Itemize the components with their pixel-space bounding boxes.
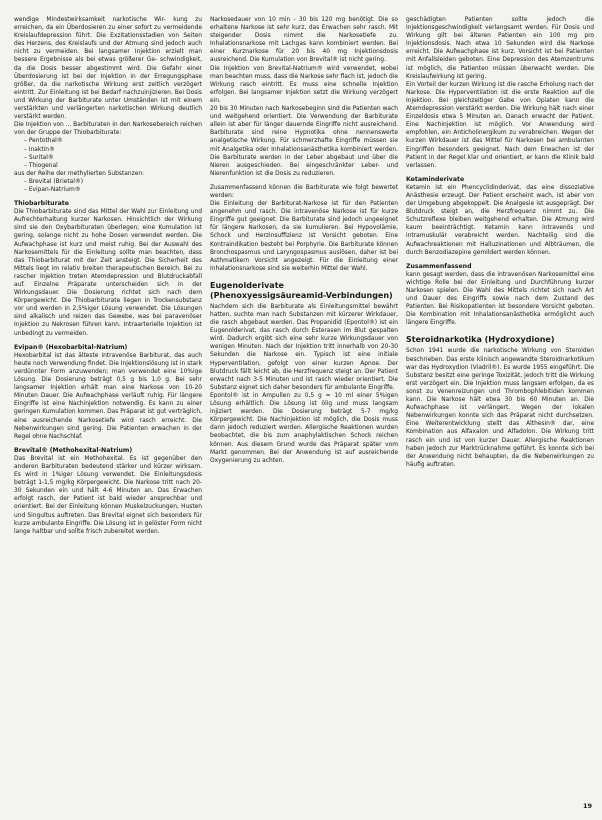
- section-heading: Brevital® (Methohexital-Natrium): [14, 446, 133, 454]
- section-heading: Eugenolderivate (Phenoxyessigsäureamid-Verbindungen): [210, 280, 393, 300]
- paragraph: 20 bis 30 Minuten nach Narkosebeginn sind die Patienten wach und weitgehend orientiert. Die Verwendung der Barbiturate allein ist aber für länger dauernde Eingriffe nicht ausreichend. Barbiturate sind reine Hypnotika ohne nennenswerte analgetische Wirkung. Für schmerzhafte Eingriffe müssen sie mit Analgetika oder Inhalationsanästhetika kombiniert werden. Die Barbiturate werden in der Leber abgebaut und über die Nieren ausgeschieden. Bei eingeschränkter Leber- und Nierenfunktion ist die Dosis zu reduzieren.: [210, 106, 398, 177]
- section-heading: Steroidnarkotika (Hydroxydione): [406, 335, 555, 345]
- paragraph: Die Injektion von Brevital-Natrium® wird verwendet, wobei man beachten muss, dass die Narkose sehr flach ist, jedoch die Wirkung rasch eintritt. Es muss eine schnelle Injektion erfolgen. Bei langsamer Injektion setzt die Wirkung verzögert ein.: [210, 65, 398, 104]
- paragraph: Ketamin ist ein Phencyclidinderivat, das eine dissoziative Anästhesie erzeugt. Der Patient erscheint wach, ist aber von der Umgebung abgekoppelt. Die Analgesie ist ausgeprägt. Der Blutdruck steigt an, die Herzfrequenz nimmt zu. Die Schutzreflexe bleiben weitgehend erhalten. Die Atmung wird kaum beeinträchtigt. Ketamin kann intravenös und intramuskulär verabreicht werden. Nachteilig sind die Aufwachreaktionen mit Halluzinationen und Albträumen, die durch Benzodiazepine gemildert werden können.: [406, 184, 594, 256]
- paragraph: Hexobarbital ist das älteste intravenöse Barbiturat, das auch heute noch Verwendung findet. Die Injektionslösung ist in stark verdünnter Form anzuwenden; man verwendet eine 10%ige Lösung. Die Dosierung beträgt 0,5 g bis 1,0 g. Bei sehr langsamer Injektion erhält man eine Narkose von 10-20 Minuten Dauer. Die Aufwachphase verläuft ruhig. Für längere Eingriffe ist eine Nachinjektion notwendig. Es kann zu einer geringen Kumulation kommen. Das Präparat ist gut verträglich, eine ausreichende Narkosetiefe wird rasch erreicht. Die Nebenwirkungen sind gering. Die Patienten erwachen in der Regel ohne Nachschlaf.: [14, 352, 202, 440]
- list-thiobarbiturates: [24, 137, 202, 169]
- section-heading: Ketaminderivate: [406, 175, 465, 183]
- paragraph: Schon 1941 wurde die narkotische Wirkung von Steroiden beschrieben. Das erste klinisch angewandte Steroidnarkotikum war das Hydroxydion (Viadril®). Es wurde 1955 eingeführt. Die Substanz besitzt eine geringe Toxizität, jedoch tritt die Wirkung erst verzögert ein. Die Injektion muss langsam erfolgen, da es sonst zu Venenreizungen und Thrombophlebitiden kommen kann. Die Narkose hält etwa 30 bis 60 Minuten an. Die Aufwachphase ist verlängert. Wegen der lokalen Nebenwirkungen konnte sich das Präparat nicht durchsetzen. Eine Weiterentwicklung stellt das Althesin® dar, eine Kombination aus Alfaxalon und Alfadolon. Die Wirkung tritt rasch ein und ist von kurzer Dauer. Allergische Reaktionen haben jedoch zur Marktrücknahme geführt. Es konnte sich bei der Anwendung nicht behaupten, da die Nebenwirkungen zu häufig auftraten.: [406, 348, 594, 468]
- column-middle: [210, 16, 398, 806]
- list-item: – Thiogenal: [24, 162, 202, 170]
- list-item: – Evipan-Natrium®: [24, 186, 202, 194]
- paragraph: Nachdem sich die Barbiturate als Einleitungsmittel bewährt hatten, suchte man nach Substanzen mit kürzerer Wirkdauer, die rasch abgebaut werden. Das Propanidid (Epontol®) ist ein Eugenolderivat, das rasch durch Esterasen im Blut gespalten wird. Dadurch ergibt sich eine sehr kurze Wirkungsdauer von wenigen Minuten. Nach der Injektion tritt innerhalb von 20-30 Sekunden die Narkose ein. Typisch ist eine initiale Hyperventilation, gefolgt von einer kurzen Apnoe. Der Blutdruck fällt leicht ab, die Herzfrequenz steigt an. Der Patient erwacht nach 3-5 Minuten und ist rasch wieder orientiert. Die Substanz eignet sich daher besonders für ambulante Eingriffe.: [210, 303, 398, 391]
- column-left: [14, 16, 202, 806]
- list-item: – Brevital (Brietal®): [24, 178, 202, 186]
- paragraph: kann gesagt werden, dass die intravenösen Narkosemittel eine wichtige Rolle bei der Einleitung und Durchführung kurzer Narkosen spielen. Die Wahl des Mittels richtet sich nach Art und Dauer des Eingriffs sowie nach dem Zustand des Patienten. Bei Risikopatienten ist besondere Vorsicht geboten. Die Kombination mit Inhalationsanästhetika ermöglicht auch längere Eingriffe.: [406, 271, 594, 327]
- paragraph: Epontol® ist in Ampullen zu 0,5 g = 10 ml einer 5%igen Lösung erhältlich. Die Lösung ist ölig und muss langsam injiziert werden. Die Dosierung beträgt 5-7 mg/kg Körpergewicht. Die Nachinjektion ist möglich, die Dosis muss dann jedoch reduziert werden. Allergische Reaktionen wurden beobachtet, die bis zum anaphylaktischen Schock reichen können. Aus diesem Grund wurde das Präparat später vom Markt genommen. Bei der Anwendung ist auf ausreichende Oxygenierung zu achten.: [210, 392, 398, 464]
- paragraph: wendige Mindestwirksamkeit narkotische Wir- kung zu erreichen, da ein Überdosieren zu einer sofort zu vermeidende Kreislaufdepression führt. Die Exzitationsstadien von Seiten des Herzens, des Kreislaufs und der Atmung sind jedoch auch nicht zu vermeiden. Bei langsamer Injektion erzielt man bessere Ergebnisse als bei etwas größerer Ge- schwindigkeit, da die Dosis besser abgestimmt wird. Die Gefahr einer Überdosierung ist bei der Injektion in der Erregungsphase größer, da die narkotische Wirkung erst zeitlich verzögert eintritt. Zur Einleitung ist bei Bedarf nachzuinjizieren. Bei Dosis und Wirkung der Barbiturate unter Umständen ist mit einem verstärkten und verlängerten narkotischen Wirkung deutlich verstärkt werden.: [14, 17, 202, 121]
- paragraph: Die Thiobarbiturate sind das Mittel der Wahl zur Einleitung und Aufrechterhaltung kurzer Narkosen. Hinsichtlich der Wirkung sind sie den Oxybarbituraten überlegen; eine Kumulation ist gering, solange nicht zu hohe Dosen verwendet werden. Die Aufwachphase ist kurz und meist ruhig. Bei der Auswahl des Narkosemittels für die Einleitung sollte man beachten, dass das Thiobarbiturat mit der Zeit ansteigt. Die Sicherheit des Mittels liegt im relativ breiten therapeutischen Bereich. Bei zu rascher Injektion treten Atemdepression und Blutdruckabfall auf. Einzelne Präparate unterscheiden sich in der Wirkungsdauer. Die Dosierung richtet sich nach dem Körpergewicht. Die Thiobarbiturate liegen in Trockensubstanz vor und werden in 2,5%iger Lösung verwendet. Die Lösungen sind alkalisch und reizen das Gewebe, was bei paravenöser Injektion zu Nekrosen führen kann. Intraarterielle Injektion ist unbedingt zu vermeiden.: [14, 209, 202, 337]
- paragraph: aus der Reihe der methylierten Substanzen:: [14, 170, 145, 177]
- paragraph: Ein Vorteil der kurzen Wirkung ist die rasche Erholung nach der Narkose. Die Hyperventilation ist die erste Reaktion auf die Injektion. Bei gleichzeitiger Gabe von Opiaten kann die Atemdepression verstärkt werden. Die Wirkung hält nach einer Einzeldosis etwa 5 Minuten an. Danach erwacht der Patient. Eine Nachinjektion ist möglich. Vor Anwendung wird empfohlen, ein Anticholinergikum zu verabreichen. Wegen der kurzen Wirkdauer ist das Mittel für Narkosen bei ambulanten Eingriffen besonders geeignet. Nach dem Erwachen ist der Patient in der Regel klar und orientiert, er kann die Klinik bald verlassen.: [406, 81, 594, 169]
- section-heading: Evipan® (Hexobarbital-Natrium): [14, 343, 128, 351]
- paragraph: Narkosedauer von 10 min - 30 bis 120 mg benötigt. Die so erhaltene Narkose ist sehr kurz, das Erwachen sehr rasch. Mit steigender Dosis nimmt die Narkosetiefe zu. Inhalationsnarkose mit Lachgas kann kombiniert werden. Bei einer Kurznarkose für 20 bis 40 mg Injektionsdosis ausreichend. Die Kumulation von Brevital® ist nicht gering.: [210, 17, 398, 64]
- paragraph: Die Einleitung der Barbiturat-Narkose ist für den Patienten angenehm und rasch. Die intravenöse Narkose ist für kurze Eingriffe gut geeignet. Die Barbiturate sind jedoch ungeeignet für längere Narkosen, da sie kumulieren. Bei Hypovolämie, Schock und Herzinsuffizienz ist Vorsicht geboten. Eine Kontraindikation besteht bei Porphyrie. Die Barbiturate können Bronchospasmus und Laryngospasmus auslösen, daher ist bei Asthmatikern Vorsicht angezeigt. Für die Einleitung einer Inhalationsnarkose sind sie weiterhin Mittel der Wahl.: [210, 201, 398, 272]
- paragraph: Zusammenfassend können die Barbiturate wie folgt bewertet werden:: [210, 184, 398, 199]
- column-right: [406, 16, 594, 806]
- list-item: – Surital®: [24, 154, 202, 162]
- page-number: 19: [582, 802, 592, 810]
- paragraph: geschädigten Patienten sollte jedoch die Injektionsgeschwindigkeit verlangsamt werden. Für Dosis und Wirkung gilt bei älteren Patienten ein 100 mg pro Injektionsdosis. Nach etwa 10 Sekunden wird die Narkose erreicht. Die Aufwachphase ist kurz. Vorsicht ist bei Patienten mit Anfallsleiden geboten. Eine Depression des Atemzentrums ist möglich, die Patienten müssen überwacht werden. Die Kreislaufwirkung ist gering.: [406, 17, 594, 80]
- paragraph: Das Brevital ist ein Methohexital. Es ist gegenüber den anderen Barbituraten bedeutend stärker und kürzer wirksam. Es wird in 1%iger Lösung verwendet. Die Einleitungsdosis beträgt 1-1,5 mg/kg Körpergewicht. Die Narkose tritt nach 20-30 Sekunden ein und hält 4-6 Minuten an. Das Erwachen erfolgt rasch, der Patient ist bald wieder ansprechbar und orientiert. Bei der Einleitung können Muskelzuckungen, Husten und Singultus auftreten. Das Brevital eignet sich besonders für kurze ambulante Eingriffe. Die Lösung ist in gelöster Form nicht lange haltbar und sollte frisch zubereitet werden.: [14, 455, 202, 535]
- list-item: – Pentothal®: [24, 137, 202, 145]
- list-item: – Inaktin®: [24, 146, 202, 154]
- section-heading: Zusammenfassend: [406, 262, 472, 270]
- paragraph: Die Injektion von ... Barbituraten in den Narkosebereich reichen von der Gruppe der Thiobarbiturate:: [14, 122, 202, 137]
- list-methylated: [24, 178, 202, 194]
- section-heading: Thiobarbiturate: [14, 200, 69, 208]
